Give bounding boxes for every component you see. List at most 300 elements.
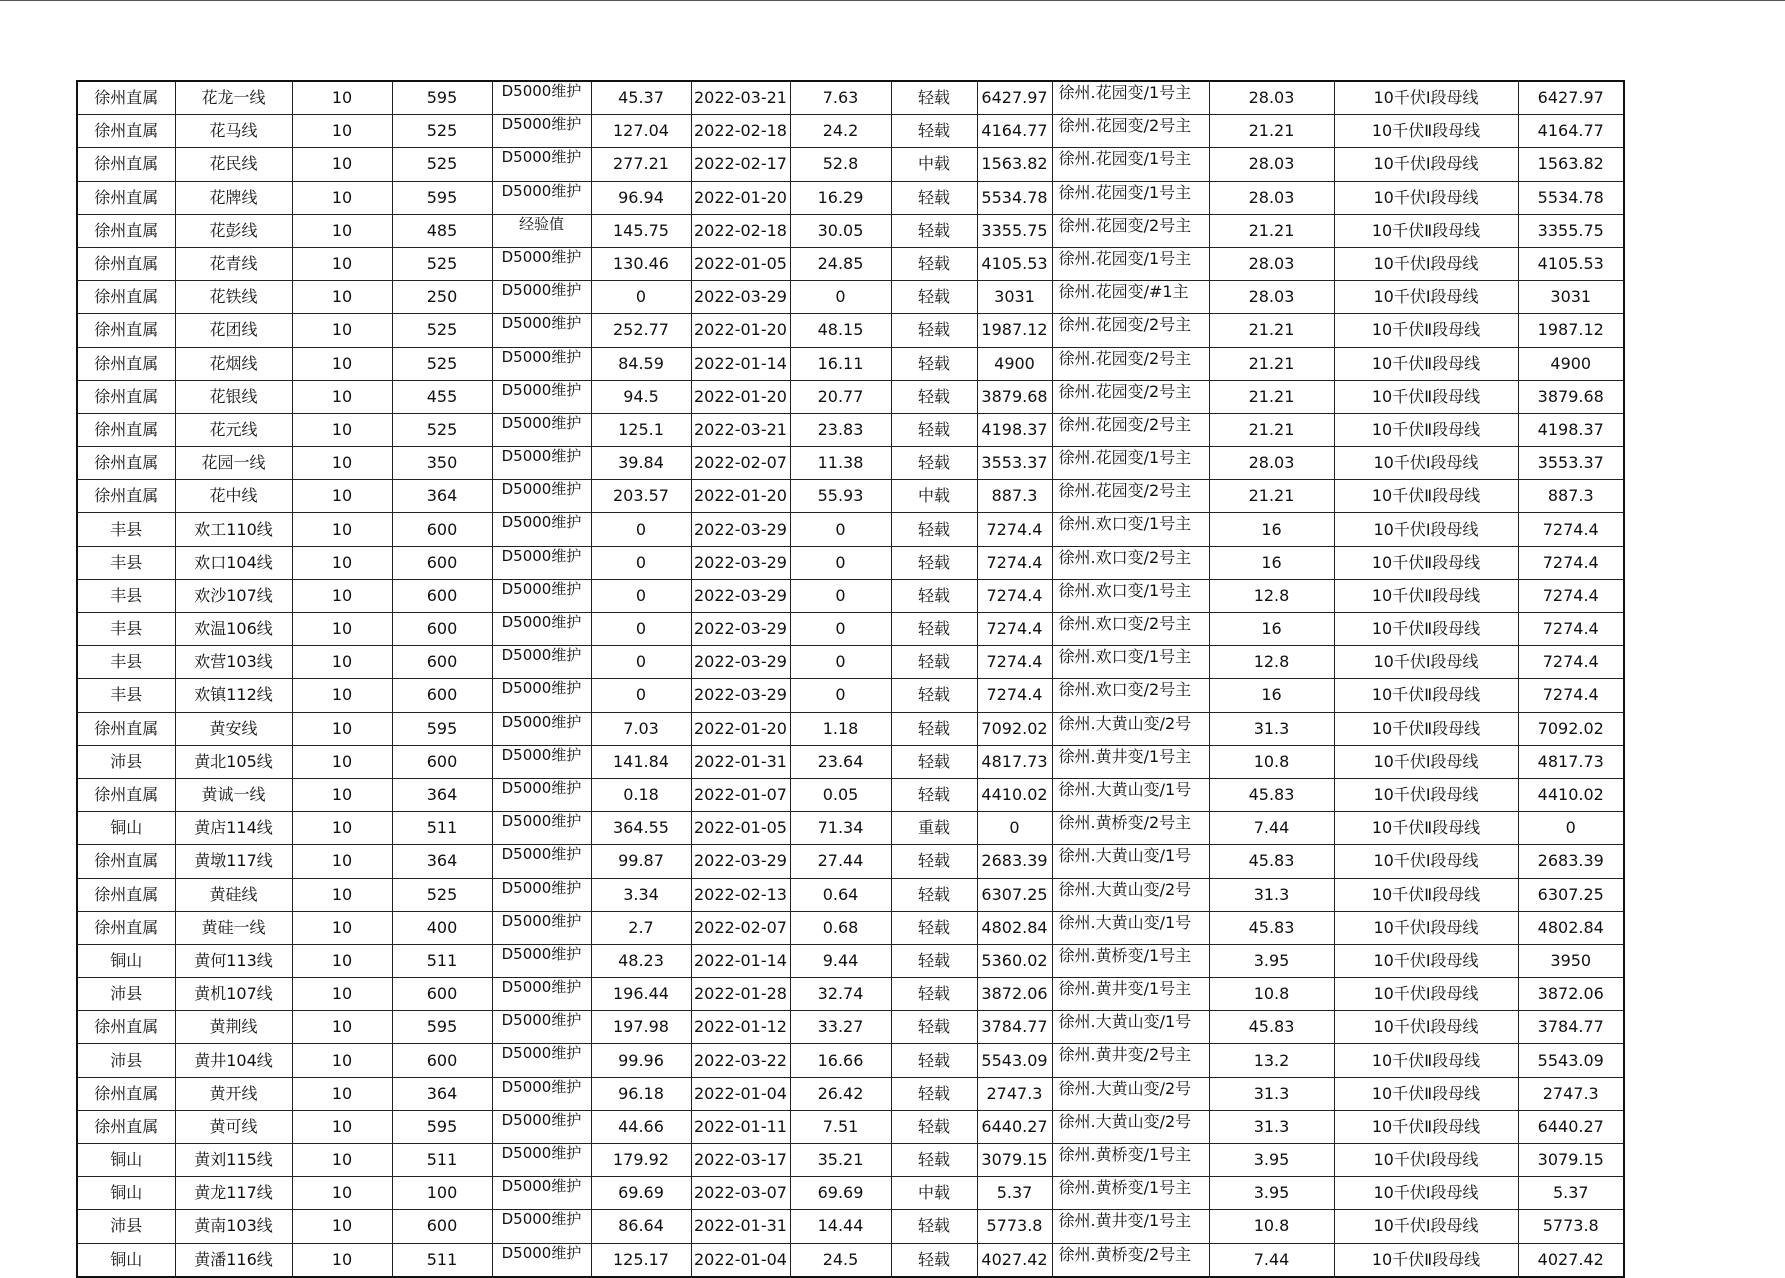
line-name-cell: 黄井104线: [175, 1044, 292, 1077]
transformer-load-cell: 45.83: [1209, 778, 1334, 811]
feeder-load-table: [76, 80, 1625, 1278]
data-source-cell: D5000维护: [492, 911, 591, 944]
max-current-cell: 94.5: [591, 380, 691, 413]
voltage-cell: 10: [292, 347, 392, 380]
available-capacity-cell: 3079.15: [977, 1144, 1052, 1177]
load-rate-cell: 52.8: [790, 148, 891, 181]
max-current-cell: 0: [591, 613, 691, 646]
load-status-cell: 轻载: [891, 81, 977, 115]
available-capacity-cell: 3031: [977, 281, 1052, 314]
unit-cell: 铜山: [77, 1243, 175, 1277]
transformer-load-cell: 31.3: [1209, 712, 1334, 745]
table-row: [77, 911, 1624, 944]
rated-current-cell: 400: [392, 911, 492, 944]
data-source-cell: D5000维护: [492, 845, 591, 878]
max-current-cell: 127.04: [591, 115, 691, 148]
date-cell: 2022-01-20: [691, 314, 790, 347]
unit-cell: 徐州直属: [77, 347, 175, 380]
line-name-cell: 黄南103线: [175, 1210, 292, 1243]
remaining-capacity-cell: 5.37: [1518, 1177, 1624, 1210]
rated-current-cell: 364: [392, 845, 492, 878]
unit-cell: 沛县: [77, 1044, 175, 1077]
unit-cell: 沛县: [77, 978, 175, 1011]
rated-current-cell: 511: [392, 944, 492, 977]
line-name-cell: 黄硅一线: [175, 911, 292, 944]
rated-current-cell: 595: [392, 712, 492, 745]
unit-cell: 丰县: [77, 679, 175, 712]
voltage-cell: 10: [292, 944, 392, 977]
max-current-cell: 0: [591, 546, 691, 579]
max-current-cell: 69.69: [591, 1177, 691, 1210]
date-cell: 2022-03-29: [691, 579, 790, 612]
rated-current-cell: 595: [392, 1011, 492, 1044]
data-source-cell: D5000维护: [492, 778, 591, 811]
load-status-cell: 轻载: [891, 413, 977, 446]
busbar-cell: 10千伏Ⅱ段母线: [1334, 380, 1518, 413]
table-row: [77, 646, 1624, 679]
load-status-cell: 轻载: [891, 1144, 977, 1177]
transformer-load-cell: 16: [1209, 513, 1334, 546]
table-row: [77, 148, 1624, 181]
transformer-load-cell: 16: [1209, 546, 1334, 579]
voltage-cell: 10: [292, 745, 392, 778]
voltage-cell: 10: [292, 878, 392, 911]
rated-current-cell: 600: [392, 646, 492, 679]
busbar-cell: 10千伏Ⅰ段母线: [1334, 978, 1518, 1011]
remaining-capacity-cell: 3553.37: [1518, 447, 1624, 480]
substation-transformer-cell: 徐州.黄井变/1号主: [1052, 1210, 1209, 1243]
substation-transformer-cell: 徐州.花园变/2号主: [1052, 115, 1209, 148]
max-current-cell: 0: [591, 281, 691, 314]
transformer-load-cell: 31.3: [1209, 878, 1334, 911]
transformer-load-cell: 7.44: [1209, 1243, 1334, 1277]
busbar-cell: 10千伏Ⅱ段母线: [1334, 1243, 1518, 1277]
rated-current-cell: 600: [392, 745, 492, 778]
unit-cell: 徐州直属: [77, 413, 175, 446]
table-row: [77, 878, 1624, 911]
max-current-cell: 2.7: [591, 911, 691, 944]
remaining-capacity-cell: 5534.78: [1518, 181, 1624, 214]
load-rate-cell: 0: [790, 546, 891, 579]
transformer-load-cell: 10.8: [1209, 1210, 1334, 1243]
available-capacity-cell: 7274.4: [977, 513, 1052, 546]
rated-current-cell: 364: [392, 480, 492, 513]
table-row: [77, 1044, 1624, 1077]
unit-cell: 丰县: [77, 646, 175, 679]
unit-cell: 徐州直属: [77, 1011, 175, 1044]
load-rate-cell: 71.34: [790, 812, 891, 845]
unit-cell: 徐州直属: [77, 845, 175, 878]
table-row: [77, 480, 1624, 513]
line-name-cell: 花彭线: [175, 214, 292, 247]
rated-current-cell: 595: [392, 1110, 492, 1143]
load-rate-cell: 48.15: [790, 314, 891, 347]
data-source-cell: D5000维护: [492, 513, 591, 546]
substation-transformer-cell: 徐州.花园变/2号主: [1052, 214, 1209, 247]
voltage-cell: 10: [292, 380, 392, 413]
busbar-cell: 10千伏Ⅰ段母线: [1334, 911, 1518, 944]
rated-current-cell: 525: [392, 878, 492, 911]
available-capacity-cell: 4027.42: [977, 1243, 1052, 1277]
remaining-capacity-cell: 2747.3: [1518, 1077, 1624, 1110]
substation-transformer-cell: 徐州.黄桥变/1号主: [1052, 1144, 1209, 1177]
table-row: [77, 712, 1624, 745]
busbar-cell: 10千伏Ⅰ段母线: [1334, 1011, 1518, 1044]
substation-transformer-cell: 徐州.花园变/1号主: [1052, 447, 1209, 480]
date-cell: 2022-02-18: [691, 115, 790, 148]
voltage-cell: 10: [292, 148, 392, 181]
unit-cell: 丰县: [77, 513, 175, 546]
remaining-capacity-cell: 4105.53: [1518, 247, 1624, 280]
table-row: [77, 115, 1624, 148]
load-rate-cell: 7.51: [790, 1110, 891, 1143]
data-source-cell: D5000维护: [492, 579, 591, 612]
date-cell: 2022-02-18: [691, 214, 790, 247]
max-current-cell: 196.44: [591, 978, 691, 1011]
date-cell: 2022-03-29: [691, 679, 790, 712]
data-source-cell: D5000维护: [492, 1243, 591, 1277]
data-source-cell: D5000维护: [492, 546, 591, 579]
available-capacity-cell: 6307.25: [977, 878, 1052, 911]
line-name-cell: 花牌线: [175, 181, 292, 214]
line-name-cell: 黄刘115线: [175, 1144, 292, 1177]
busbar-cell: 10千伏Ⅱ段母线: [1334, 679, 1518, 712]
line-name-cell: 花青线: [175, 247, 292, 280]
date-cell: 2022-01-05: [691, 247, 790, 280]
table-row: [77, 1077, 1624, 1110]
rated-current-cell: 525: [392, 247, 492, 280]
remaining-capacity-cell: 3784.77: [1518, 1011, 1624, 1044]
date-cell: 2022-01-04: [691, 1077, 790, 1110]
substation-transformer-cell: 徐州.黄井变/2号主: [1052, 1044, 1209, 1077]
max-current-cell: 3.34: [591, 878, 691, 911]
available-capacity-cell: 887.3: [977, 480, 1052, 513]
data-source-cell: D5000维护: [492, 1077, 591, 1110]
rated-current-cell: 511: [392, 1144, 492, 1177]
data-source-cell: D5000维护: [492, 944, 591, 977]
load-rate-cell: 55.93: [790, 480, 891, 513]
load-status-cell: 轻载: [891, 1011, 977, 1044]
available-capacity-cell: 7274.4: [977, 646, 1052, 679]
substation-transformer-cell: 徐州.花园变/1号主: [1052, 181, 1209, 214]
available-capacity-cell: 3879.68: [977, 380, 1052, 413]
transformer-load-cell: 16: [1209, 613, 1334, 646]
data-source-cell: D5000维护: [492, 1110, 591, 1143]
remaining-capacity-cell: 7274.4: [1518, 513, 1624, 546]
load-rate-cell: 0: [790, 281, 891, 314]
voltage-cell: 10: [292, 978, 392, 1011]
load-status-cell: 中载: [891, 1177, 977, 1210]
table-row: [77, 845, 1624, 878]
max-current-cell: 252.77: [591, 314, 691, 347]
unit-cell: 徐州直属: [77, 447, 175, 480]
load-rate-cell: 0.68: [790, 911, 891, 944]
transformer-load-cell: 13.2: [1209, 1044, 1334, 1077]
remaining-capacity-cell: 4900: [1518, 347, 1624, 380]
remaining-capacity-cell: 7274.4: [1518, 646, 1624, 679]
remaining-capacity-cell: 1563.82: [1518, 148, 1624, 181]
transformer-load-cell: 21.21: [1209, 314, 1334, 347]
voltage-cell: 10: [292, 513, 392, 546]
date-cell: 2022-02-13: [691, 878, 790, 911]
max-current-cell: 84.59: [591, 347, 691, 380]
table-row: [77, 214, 1624, 247]
substation-transformer-cell: 徐州.黄井变/1号主: [1052, 978, 1209, 1011]
data-source-cell: D5000维护: [492, 1144, 591, 1177]
load-status-cell: 轻载: [891, 1044, 977, 1077]
load-rate-cell: 1.18: [790, 712, 891, 745]
available-capacity-cell: 5.37: [977, 1177, 1052, 1210]
line-name-cell: 花铁线: [175, 281, 292, 314]
data-source-cell: D5000维护: [492, 613, 591, 646]
busbar-cell: 10千伏Ⅰ段母线: [1334, 247, 1518, 280]
rated-current-cell: 600: [392, 613, 492, 646]
rated-current-cell: 525: [392, 115, 492, 148]
date-cell: 2022-02-07: [691, 447, 790, 480]
table-row: [77, 314, 1624, 347]
line-name-cell: 黄墩117线: [175, 845, 292, 878]
substation-transformer-cell: 徐州.黄桥变/1号主: [1052, 1177, 1209, 1210]
load-status-cell: 轻载: [891, 745, 977, 778]
voltage-cell: 10: [292, 1243, 392, 1277]
line-name-cell: 花元线: [175, 413, 292, 446]
transformer-load-cell: 3.95: [1209, 1144, 1334, 1177]
voltage-cell: 10: [292, 81, 392, 115]
max-current-cell: 364.55: [591, 812, 691, 845]
remaining-capacity-cell: 4164.77: [1518, 115, 1624, 148]
load-status-cell: 轻载: [891, 978, 977, 1011]
load-rate-cell: 27.44: [790, 845, 891, 878]
load-status-cell: 轻载: [891, 513, 977, 546]
load-status-cell: 轻载: [891, 181, 977, 214]
busbar-cell: 10千伏Ⅱ段母线: [1334, 1044, 1518, 1077]
load-status-cell: 轻载: [891, 579, 977, 612]
data-source-cell: D5000维护: [492, 480, 591, 513]
available-capacity-cell: 7092.02: [977, 712, 1052, 745]
max-current-cell: 0: [591, 513, 691, 546]
available-capacity-cell: 0: [977, 812, 1052, 845]
data-source-cell: D5000维护: [492, 314, 591, 347]
voltage-cell: 10: [292, 1044, 392, 1077]
max-current-cell: 0: [591, 646, 691, 679]
table-row: [77, 1210, 1624, 1243]
line-name-cell: 黄开线: [175, 1077, 292, 1110]
rated-current-cell: 525: [392, 314, 492, 347]
line-name-cell: 黄荆线: [175, 1011, 292, 1044]
substation-transformer-cell: 徐州.花园变/1号主: [1052, 81, 1209, 115]
load-rate-cell: 0: [790, 513, 891, 546]
transformer-load-cell: 7.44: [1209, 812, 1334, 845]
unit-cell: 徐州直属: [77, 480, 175, 513]
data-source-cell: D5000维护: [492, 380, 591, 413]
available-capacity-cell: 1987.12: [977, 314, 1052, 347]
substation-transformer-cell: 徐州.大黄山变/2号: [1052, 878, 1209, 911]
busbar-cell: 10千伏Ⅱ段母线: [1334, 546, 1518, 579]
table-body: [77, 81, 1624, 1277]
data-source-cell: D5000维护: [492, 679, 591, 712]
transformer-load-cell: 28.03: [1209, 181, 1334, 214]
remaining-capacity-cell: 3355.75: [1518, 214, 1624, 247]
rated-current-cell: 511: [392, 812, 492, 845]
rated-current-cell: 600: [392, 546, 492, 579]
line-name-cell: 黄可线: [175, 1110, 292, 1143]
load-rate-cell: 33.27: [790, 1011, 891, 1044]
available-capacity-cell: 6440.27: [977, 1110, 1052, 1143]
load-status-cell: 轻载: [891, 247, 977, 280]
busbar-cell: 10千伏Ⅰ段母线: [1334, 281, 1518, 314]
voltage-cell: 10: [292, 845, 392, 878]
substation-transformer-cell: 徐州.欢口变/1号主: [1052, 646, 1209, 679]
load-status-cell: 轻载: [891, 347, 977, 380]
unit-cell: 徐州直属: [77, 148, 175, 181]
load-status-cell: 轻载: [891, 944, 977, 977]
date-cell: 2022-03-29: [691, 513, 790, 546]
available-capacity-cell: 7274.4: [977, 579, 1052, 612]
line-name-cell: 欢口104线: [175, 546, 292, 579]
rated-current-cell: 600: [392, 679, 492, 712]
load-rate-cell: 24.5: [790, 1243, 891, 1277]
max-current-cell: 125.1: [591, 413, 691, 446]
transformer-load-cell: 12.8: [1209, 579, 1334, 612]
remaining-capacity-cell: 3079.15: [1518, 1144, 1624, 1177]
substation-transformer-cell: 徐州.大黄山变/2号: [1052, 1110, 1209, 1143]
load-status-cell: 中载: [891, 148, 977, 181]
transformer-load-cell: 21.21: [1209, 347, 1334, 380]
unit-cell: 丰县: [77, 613, 175, 646]
load-status-cell: 轻载: [891, 1110, 977, 1143]
available-capacity-cell: 5773.8: [977, 1210, 1052, 1243]
load-status-cell: 轻载: [891, 911, 977, 944]
data-source-cell: D5000维护: [492, 1177, 591, 1210]
substation-transformer-cell: 徐州.欢口变/1号主: [1052, 579, 1209, 612]
transformer-load-cell: 21.21: [1209, 480, 1334, 513]
transformer-load-cell: 45.83: [1209, 911, 1334, 944]
unit-cell: 徐州直属: [77, 247, 175, 280]
busbar-cell: 10千伏Ⅰ段母线: [1334, 778, 1518, 811]
voltage-cell: 10: [292, 546, 392, 579]
voltage-cell: 10: [292, 181, 392, 214]
date-cell: 2022-03-22: [691, 1044, 790, 1077]
table-row: [77, 380, 1624, 413]
busbar-cell: 10千伏Ⅰ段母线: [1334, 181, 1518, 214]
remaining-capacity-cell: 3872.06: [1518, 978, 1624, 1011]
busbar-cell: 10千伏Ⅰ段母线: [1334, 646, 1518, 679]
busbar-cell: 10千伏Ⅱ段母线: [1334, 214, 1518, 247]
remaining-capacity-cell: 3879.68: [1518, 380, 1624, 413]
busbar-cell: 10千伏Ⅱ段母线: [1334, 314, 1518, 347]
voltage-cell: 10: [292, 447, 392, 480]
table-row: [77, 413, 1624, 446]
load-rate-cell: 0: [790, 679, 891, 712]
substation-transformer-cell: 徐州.花园变/2号主: [1052, 380, 1209, 413]
voltage-cell: 10: [292, 214, 392, 247]
substation-transformer-cell: 徐州.大黄山变/2号: [1052, 712, 1209, 745]
date-cell: 2022-01-07: [691, 778, 790, 811]
available-capacity-cell: 2683.39: [977, 845, 1052, 878]
remaining-capacity-cell: 3950: [1518, 944, 1624, 977]
busbar-cell: 10千伏Ⅱ段母线: [1334, 878, 1518, 911]
rated-current-cell: 595: [392, 181, 492, 214]
available-capacity-cell: 5543.09: [977, 1044, 1052, 1077]
voltage-cell: 10: [292, 646, 392, 679]
transformer-load-cell: 28.03: [1209, 247, 1334, 280]
table-row: [77, 447, 1624, 480]
line-name-cell: 花银线: [175, 380, 292, 413]
busbar-cell: 10千伏Ⅰ段母线: [1334, 81, 1518, 115]
line-name-cell: 花中线: [175, 480, 292, 513]
data-source-cell: D5000维护: [492, 1210, 591, 1243]
table-row: [77, 281, 1624, 314]
load-rate-cell: 20.77: [790, 380, 891, 413]
load-status-cell: 轻载: [891, 646, 977, 679]
busbar-cell: 10千伏Ⅰ段母线: [1334, 148, 1518, 181]
remaining-capacity-cell: 4802.84: [1518, 911, 1624, 944]
max-current-cell: 7.03: [591, 712, 691, 745]
max-current-cell: 99.87: [591, 845, 691, 878]
load-status-cell: 轻载: [891, 845, 977, 878]
max-current-cell: 179.92: [591, 1144, 691, 1177]
available-capacity-cell: 3553.37: [977, 447, 1052, 480]
max-current-cell: 277.21: [591, 148, 691, 181]
busbar-cell: 10千伏Ⅰ段母线: [1334, 845, 1518, 878]
unit-cell: 徐州直属: [77, 878, 175, 911]
transformer-load-cell: 45.83: [1209, 1011, 1334, 1044]
unit-cell: 徐州直属: [77, 1110, 175, 1143]
date-cell: 2022-01-14: [691, 944, 790, 977]
voltage-cell: 10: [292, 1077, 392, 1110]
transformer-load-cell: 3.95: [1209, 1177, 1334, 1210]
date-cell: 2022-03-29: [691, 613, 790, 646]
date-cell: 2022-01-20: [691, 712, 790, 745]
rated-current-cell: 364: [392, 1077, 492, 1110]
load-status-cell: 轻载: [891, 214, 977, 247]
load-rate-cell: 0.05: [790, 778, 891, 811]
unit-cell: 徐州直属: [77, 115, 175, 148]
busbar-cell: 10千伏Ⅱ段母线: [1334, 812, 1518, 845]
load-rate-cell: 30.05: [790, 214, 891, 247]
load-rate-cell: 9.44: [790, 944, 891, 977]
date-cell: 2022-03-17: [691, 1144, 790, 1177]
remaining-capacity-cell: 7274.4: [1518, 613, 1624, 646]
load-status-cell: 轻载: [891, 613, 977, 646]
line-name-cell: 花龙一线: [175, 81, 292, 115]
substation-transformer-cell: 徐州.花园变/2号主: [1052, 347, 1209, 380]
line-name-cell: 欢温106线: [175, 613, 292, 646]
transformer-load-cell: 31.3: [1209, 1110, 1334, 1143]
page-top-rule: [0, 0, 1785, 1]
date-cell: 2022-01-20: [691, 181, 790, 214]
unit-cell: 徐州直属: [77, 314, 175, 347]
rated-current-cell: 600: [392, 978, 492, 1011]
date-cell: 2022-01-31: [691, 1210, 790, 1243]
busbar-cell: 10千伏Ⅱ段母线: [1334, 712, 1518, 745]
remaining-capacity-cell: 5773.8: [1518, 1210, 1624, 1243]
table-row: [77, 1177, 1624, 1210]
max-current-cell: 99.96: [591, 1044, 691, 1077]
load-rate-cell: 23.83: [790, 413, 891, 446]
line-name-cell: 欢镇112线: [175, 679, 292, 712]
rated-current-cell: 600: [392, 1044, 492, 1077]
unit-cell: 徐州直属: [77, 712, 175, 745]
data-source-cell: D5000维护: [492, 148, 591, 181]
substation-transformer-cell: 徐州.欢口变/2号主: [1052, 546, 1209, 579]
line-name-cell: 花团线: [175, 314, 292, 347]
transformer-load-cell: 21.21: [1209, 214, 1334, 247]
data-source-cell: D5000维护: [492, 812, 591, 845]
data-source-cell: D5000维护: [492, 181, 591, 214]
remaining-capacity-cell: 7274.4: [1518, 546, 1624, 579]
load-rate-cell: 0: [790, 646, 891, 679]
